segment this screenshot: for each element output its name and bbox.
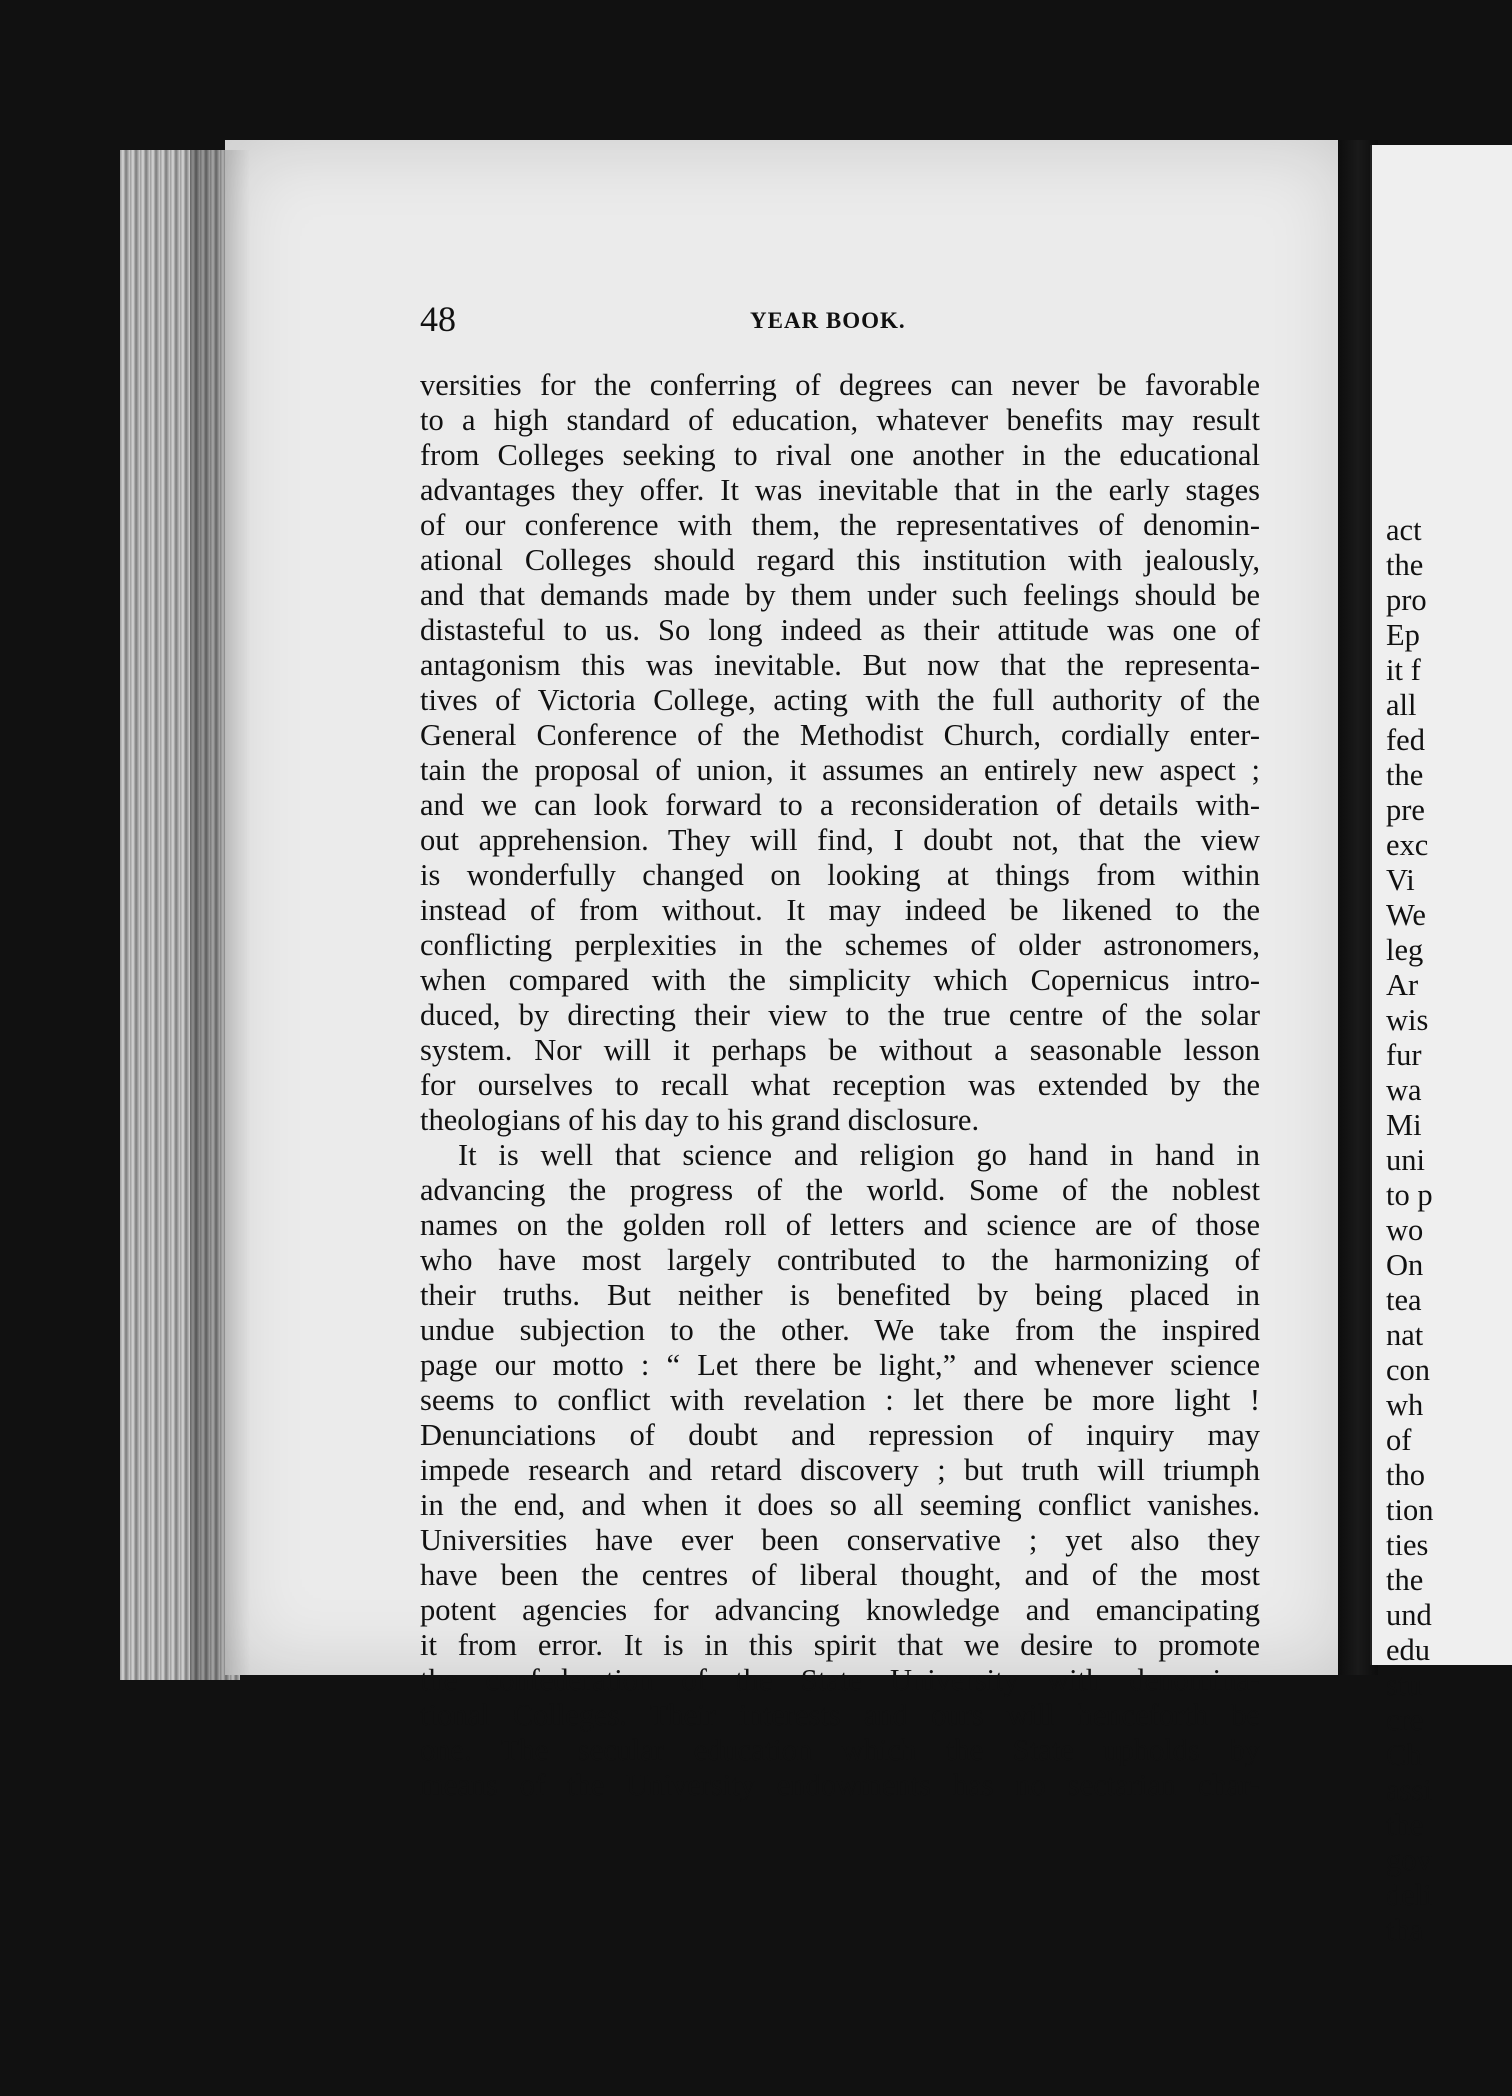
text-line: distasteful to us. So long indeed as their attitude was one of xyxy=(420,613,1260,647)
text-line: duced, by directing their view to the true centre of the solar xyxy=(420,998,1260,1032)
text-line: names on the golden roll of letters and science are of those xyxy=(420,1208,1260,1242)
right-page-fragment: tha xyxy=(1386,1913,1424,1947)
text-line: one. The secular education which the State upholds by xyxy=(420,1733,1260,1767)
text-line: to a high standard of education, whatever benefits may result xyxy=(420,403,1260,437)
text-line: advantages they offer. It was inevitable that in the early stages xyxy=(420,473,1260,507)
text-line: for ourselves to recall what reception was extended by the xyxy=(420,1068,1260,1102)
right-page-fragment: wh xyxy=(1386,1388,1424,1422)
right-page-fragment: the xyxy=(1386,548,1424,582)
right-page-fragment: all xyxy=(1386,688,1417,722)
text-line: in the end, and when it does so all seeming conflict vanishes. xyxy=(420,1488,1260,1522)
right-page-fragment: tho xyxy=(1386,1458,1425,1492)
text-line: antagonism this was inevitable. But now that the representa- xyxy=(420,648,1260,682)
right-page-fragment: the xyxy=(1386,1563,1424,1597)
right-page-fragment: gov xyxy=(1386,1843,1432,1877)
right-page-fragment: cre xyxy=(1386,1703,1424,1737)
right-page-fragment: und xyxy=(1386,1598,1432,1632)
text-line: advancing the progress of the world. Some of the noblest xyxy=(420,1173,1260,1207)
text-line: It is well that science and religion go hand in hand in xyxy=(458,1138,1260,1172)
text-line: have been the centres of liberal thought, and of the most xyxy=(420,1558,1260,1592)
text-line: is wonderfully changed on looking at things from within xyxy=(420,858,1260,892)
right-page-fragment: nat xyxy=(1386,1318,1424,1352)
text-line: conflicting perplexities in the schemes of older astronomers, xyxy=(420,928,1260,962)
right-page-fragment: con xyxy=(1386,1353,1431,1387)
right-page-fragment: exc xyxy=(1386,828,1429,862)
text-line: seems to conflict with revelation : let there be more light ! xyxy=(420,1383,1260,1417)
right-page-fragment: edu xyxy=(1386,1633,1431,1667)
right-page-fragment: Ch xyxy=(1386,1738,1422,1772)
text-line: who have most largely contributed to the harmonizing of xyxy=(420,1243,1260,1277)
right-page-fragment: it f xyxy=(1386,653,1421,687)
text-line: theologians of his day to his grand disclosure. xyxy=(420,1103,980,1137)
right-page-fragment: Ep xyxy=(1386,618,1420,652)
right-page-fragment: deli xyxy=(1386,1878,1432,1912)
text-line: tives of Victoria College, acting with the full authority of the xyxy=(420,683,1260,717)
text-line: out apprehension. They will find, I doubt not, that the view xyxy=(420,823,1260,857)
text-line: versities for the conferring of degrees can never be favorable xyxy=(420,368,1260,402)
right-page-fragment: tea xyxy=(1386,1283,1422,1317)
right-page-fragment: assi xyxy=(1386,1773,1432,1807)
right-page-fragment: wa xyxy=(1386,1073,1422,1107)
right-page-fragment: pre xyxy=(1386,793,1425,827)
right-page-fragment: fur xyxy=(1386,1038,1422,1072)
text-line: system. Nor will it perhaps be without a seasonable lesson xyxy=(420,1033,1260,1067)
right-page-fragment: On xyxy=(1386,1248,1424,1282)
right-page xyxy=(1370,145,1512,1947)
text-line: Denunciations of doubt and repression of inquiry may xyxy=(420,1418,1260,1452)
text-line: potent agencies for advancing knowledge and emancipating xyxy=(420,1593,1260,1627)
text-line: page our motto : “ Let there be light,” and whenever science xyxy=(420,1348,1260,1382)
text-line: tional Colleges. Their interests and ours will henceforth be xyxy=(420,1698,1260,1732)
running-head: YEAR BOOK. xyxy=(750,308,906,333)
right-page-fragment: the xyxy=(1386,758,1424,792)
right-page-fragment: act xyxy=(1386,513,1422,547)
text-line: impede research and retard discovery ; but truth will triumph xyxy=(420,1453,1260,1487)
right-page-fragment: ties xyxy=(1386,1528,1429,1562)
text-line: instead of from without. It may indeed be likened to the xyxy=(420,893,1260,927)
right-page-fragment: Mi xyxy=(1386,1108,1422,1142)
text-line: when compared with the simplicity which Copernicus intro- xyxy=(420,963,1260,997)
right-page-fragment: to p xyxy=(1386,1178,1433,1212)
right-page-fragment: Vi xyxy=(1386,863,1415,897)
text-line: Universities have ever been conservative ; yet also they xyxy=(420,1523,1260,1557)
text-line: and we can look forward to a reconsideration of details with- xyxy=(420,788,1260,822)
right-page-fragment: the xyxy=(1386,1808,1424,1842)
text-line: General Conference of the Methodist Church, cordially enter- xyxy=(420,718,1260,752)
text-line: ational Colleges should regard this institution with jealously, xyxy=(420,543,1260,577)
text-line: the confederation of the State University with denomina- xyxy=(420,1663,1260,1697)
page-shadow xyxy=(190,150,250,1680)
text-line: and that demands made by them under such feelings should be xyxy=(420,578,1260,612)
text-line: their truths. But neither is benefited by being placed in xyxy=(420,1278,1260,1312)
paragraph xyxy=(420,1138,1260,1803)
text-line: of our conference with them, the representatives of denomin- xyxy=(420,508,1260,542)
right-page-text-fragments xyxy=(1386,513,1433,1948)
right-page-fragment: Ar xyxy=(1386,968,1419,1002)
body-text xyxy=(420,368,1260,1803)
right-page-fragment: stu xyxy=(1386,1668,1422,1702)
page-header xyxy=(420,298,1260,348)
text-line: undue subjection to the other. We take from the inspired xyxy=(420,1313,1260,1347)
text-line: it from error. It is in this spirit that we desire to promote xyxy=(420,1628,1260,1662)
right-page-fragment: wo xyxy=(1386,1213,1424,1247)
right-page-fragment: leg xyxy=(1386,933,1424,967)
right-page-fragment: wis xyxy=(1386,1003,1429,1037)
text-line: from Colleges seeking to rival one another in the educational xyxy=(420,438,1260,472)
page-number: 48 xyxy=(420,299,456,339)
right-page-fragment: fed xyxy=(1386,723,1425,757)
right-page-fragment: of xyxy=(1386,1423,1412,1457)
right-page-fragment: pro xyxy=(1386,583,1427,617)
text-line: tain the proposal of union, it assumes an entirely new aspect ; xyxy=(420,753,1260,787)
right-page-fragment: We xyxy=(1386,898,1426,932)
text-line: means of the University endowments has no sectarian char- xyxy=(420,1768,1260,1802)
right-page-fragment: uni xyxy=(1386,1143,1425,1177)
paragraph xyxy=(420,368,1260,1138)
right-page-fragment: tion xyxy=(1386,1493,1434,1527)
